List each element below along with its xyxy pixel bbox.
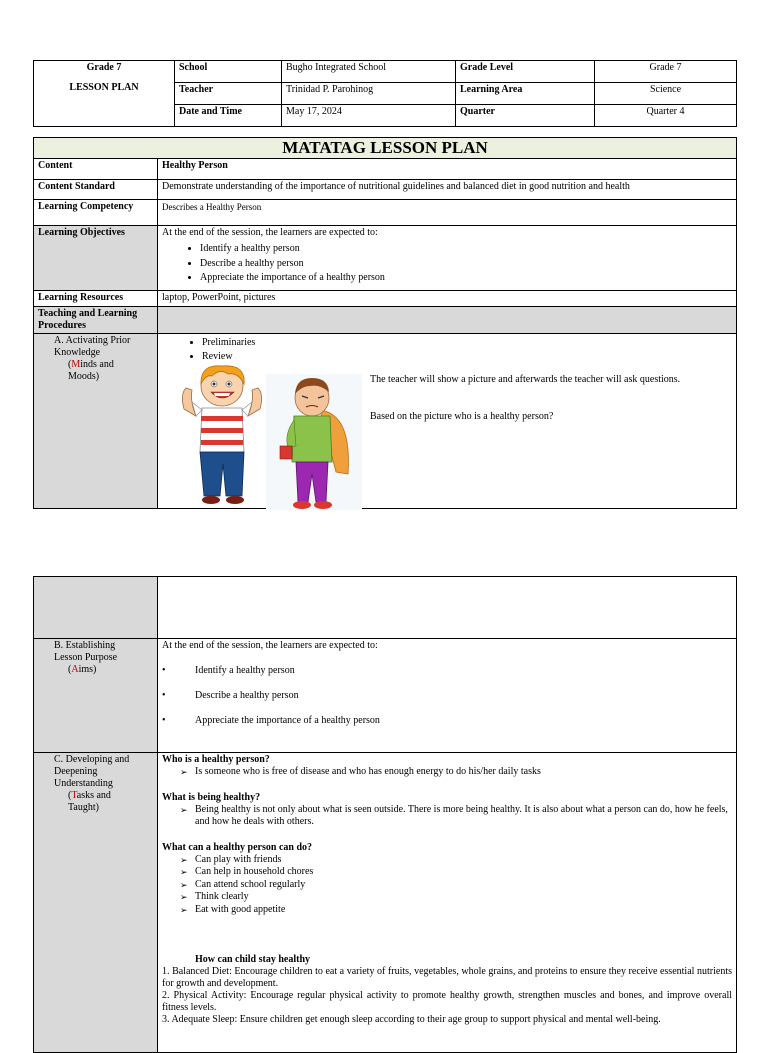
list-item: • Review [202,351,732,363]
red-letter: M [71,359,81,370]
learning-area-value: Science [595,83,737,105]
section-a-label-line4: Moods) [68,371,100,382]
answer-3-list [162,854,732,917]
label-rest: ims) [78,664,97,675]
tip-3: 3. Adequate Sleep: Ensure children get enough sleep according to their age group to support physical and mental well-being. [162,1014,661,1025]
resources-label: Learning Resources [34,291,158,307]
aim-text: Identify a healthy person [195,665,295,676]
section-a-label [34,334,158,509]
section-c-label-line5: Taught) [68,802,99,813]
section-b-content [158,639,737,753]
bullet: • [162,690,166,701]
aim-text: Appreciate the importance of a healthy person [195,715,380,726]
section-a-text2: Based on the picture who is a healthy person? [370,411,554,422]
content-standard-label: Content Standard [34,180,158,200]
section-a-text1: The teacher will show a picture and afterwards the teacher will ask questions. [370,374,681,385]
quarter-label: Quarter [456,105,595,127]
objectives-intro: At the end of the session, the learners are expected to: [162,227,378,238]
content-label: Content [34,159,158,180]
red-letter: T [71,790,77,801]
quarter-value: Quarter 4 [595,105,737,127]
tip-1: 1. Balanced Diet: Encourage children to eat a variety of fruits, vegetables, whole grains, and proteins to ensure they receive essential nutrients for growth and development. [162,966,732,989]
list-item: • Identify a healthy person [200,242,732,257]
objectives-list [162,242,732,286]
list-item: ➢ Eat with good appetite [180,904,732,917]
list-item: • Preliminaries [202,336,732,351]
list-item: ➢ Being healthy is not only about what is seen outside. There is more being healthy. It is also about what a person can do, how he feels, and how he deals with others. [180,804,732,829]
question-3: What can a healthy person can do? [162,841,313,853]
question-4: How can child stay healthy [195,954,311,965]
school-value: Bugho Integrated School [282,61,456,83]
teacher-label: Teacher [175,83,282,105]
list-item: ➢ Can play with friends [180,854,732,867]
paren: ( [68,790,72,801]
grade-text: Grade 7 [86,62,122,73]
answer-1-list [162,766,732,779]
list-item: ➢ Can attend school regularly [180,879,732,892]
procedures-label: Teaching and Learning Procedures [34,307,158,334]
list-item: ➢ Think clearly [180,891,732,904]
blank-label-cell [34,577,158,639]
grade-level-value: Grade 7 [595,61,737,83]
label-rest: inds and [80,359,114,370]
list-item: ➢ Can help in household chores [180,866,732,879]
list-item [162,690,732,702]
plan-title: MATATAG LESSON PLAN [34,138,737,159]
aim-text: Describe a healthy person [195,690,299,701]
list-item: ➢ Is someone who is free of disease and who has enough energy to do his/her daily tasks [180,766,732,779]
lesson-plan-table [33,137,737,509]
section-b-label-line1: B. Establishing [54,640,116,651]
lesson-plan-text: LESSON PLAN [69,82,139,93]
tip-2: 2. Physical Activity: Encourage regular physical activity to promote healthy growth, strengthen muscles and bones, and improve overall fitness levels. [162,990,732,1013]
section-a-label-line1: A. Activating Prior [54,335,131,346]
lesson-plan-table-page2 [33,576,737,1053]
content-value: Healthy Person [158,159,737,180]
section-a-label-line2: Knowledge [54,347,101,358]
list-item [162,665,732,677]
section-b-intro: At the end of the session, the learners are expected to: [162,640,378,651]
section-b-label-line2: Lesson Purpose [54,652,118,663]
section-c-label-line2: Deepening [54,766,98,777]
answer-2-list [162,804,732,829]
bullet: • [162,665,166,676]
label-rest: asks and [76,790,111,801]
section-c-label-line3: Understanding [54,778,113,789]
question-1: Who is a healthy person? [162,754,270,765]
section-c-label-line1: C. Developing and [54,754,130,765]
header-table [33,60,737,127]
date-label: Date and Time [175,105,282,127]
healthy-boy-image [178,364,266,509]
blank-content-cell [158,577,737,639]
competency-label: Learning Competency [34,200,158,226]
content-standard-value: Demonstrate understanding of the importance of nutritional guidelines and balanced diet in good nutrition and health [158,180,737,200]
list-item: • Describe a healthy person [200,257,732,272]
question-2: What is being healthy? [162,791,261,803]
red-letter: A [71,664,79,675]
objectives-cell [158,226,737,291]
date-value: May 17, 2024 [282,105,456,127]
section-a-bullets [162,336,732,363]
section-b-label [34,639,158,753]
resources-value: laptop, PowerPoint, pictures [158,291,737,307]
section-c-content [158,753,737,1053]
paren: ( [68,664,72,675]
learning-area-label: Learning Area [456,83,595,105]
competency-value: Describes a Healthy Person [158,200,737,226]
grade-level-label: Grade Level [456,61,595,83]
objectives-label: Learning Objectives [34,226,158,291]
grade-cell [34,61,175,127]
section-c-label [34,753,158,1053]
section-a-content [158,334,737,509]
sick-boy-image [266,374,362,510]
paren: ( [68,359,72,370]
teacher-value: Trinidad P. Parohinog [282,83,456,105]
school-label: School [175,61,282,83]
list-item: • Appreciate the importance of a healthy person [200,271,732,286]
list-item [162,715,732,727]
bullet: • [162,715,166,726]
procedures-value [158,307,737,334]
